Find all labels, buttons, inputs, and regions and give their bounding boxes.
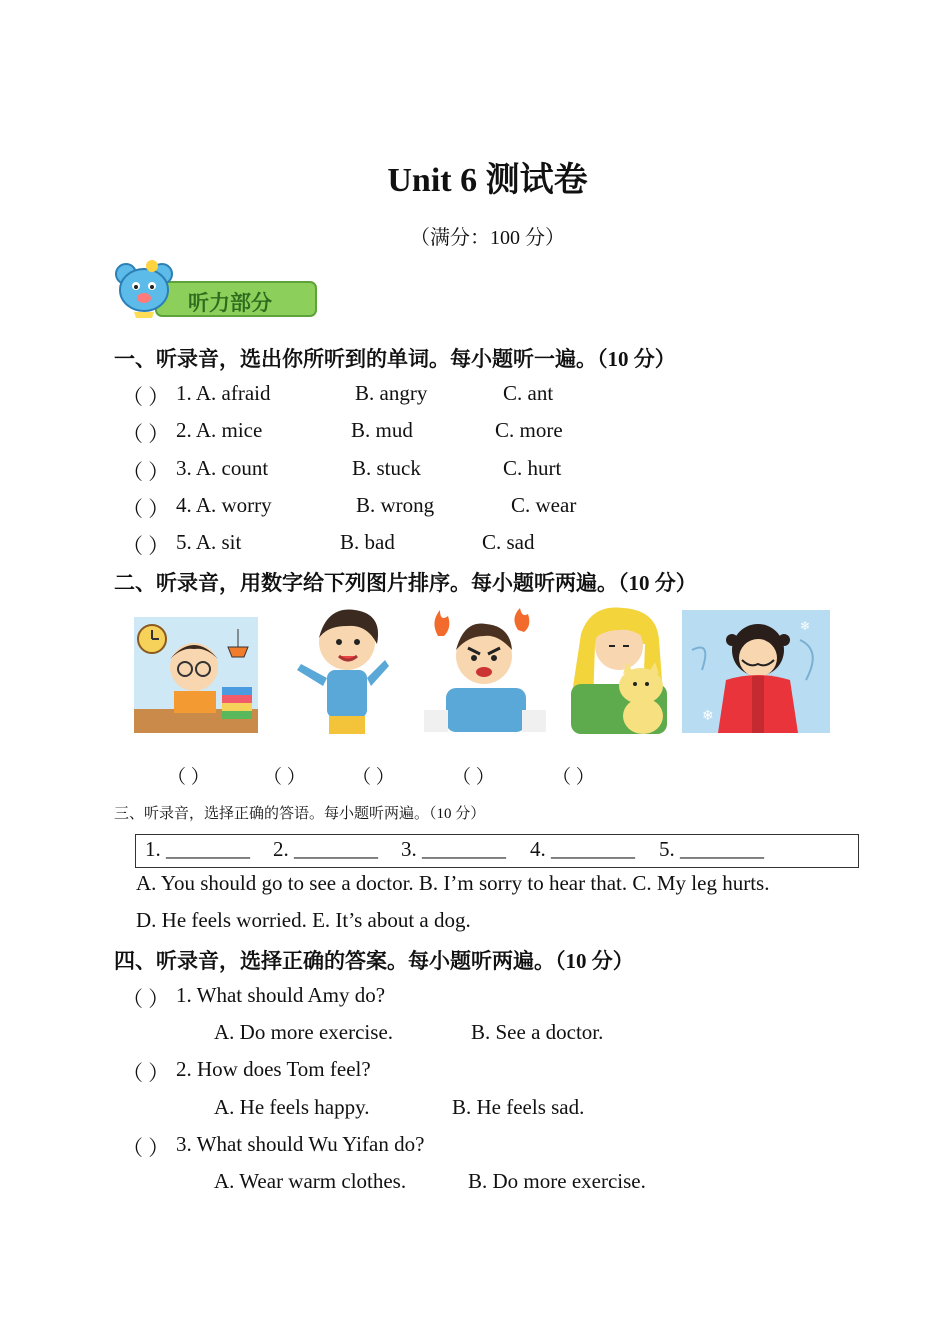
answer-blank-4: 4. ________ [530,837,635,861]
q2-option-a: 2. A. mice [176,418,263,442]
picture-girl-cold [682,610,830,738]
picture-boy-studying [134,617,258,738]
q5-option-c: C. sad [482,530,535,554]
q5-option-a: 5. A. sit [176,530,242,554]
page-title: Unit 6 测试卷 [387,162,588,199]
answer-blank-1: 1. ________ [145,837,250,861]
q3-option-a: A. Wear warm clothes. [214,1169,407,1193]
q1-option-a: 1. A. afraid [176,381,271,405]
q4-option-c: C. wear [511,493,577,517]
section3-options-line2: D. He feels worried. E. It’s about a dog. [136,908,471,932]
answer-paren: （ ） [122,534,170,558]
section1-heading: 一、听录音，选出你所听到的单词。每小题听一遍。（10 分） [114,347,676,371]
q2-option-b: B. mud [351,418,413,442]
q4-option-a: 4. A. worry [176,493,272,517]
q1-option-a: A. Do more exercise. [214,1020,394,1044]
q2-question: 2. How does Tom feel? [176,1057,371,1081]
q1-question: 1. What should Amy do? [176,983,386,1007]
picture-answer-blank: （ ） [552,767,595,788]
answer-paren: （ ） [122,385,170,409]
section3-heading: 三、听录音，选择正确的答语。每小题听两遍。（10 分） [114,806,486,822]
q3-question: 3. What should Wu Yifan do? [176,1132,425,1156]
answer-paren: （ ） [122,1061,170,1085]
answer-blank-3: 3. ________ [401,837,506,861]
picture-answer-blank: （ ） [167,767,210,788]
q5-option-b: B. bad [340,530,395,554]
picture-answer-blank: （ ） [352,767,395,788]
q3-option-b: B. stuck [352,456,421,480]
section3-answer-box [135,834,859,868]
q1-option-b: B. angry [355,381,428,405]
answer-blank-2: 2. ________ [273,837,378,861]
score-subtitle: （满分：100 分） [410,227,565,249]
answer-paren: （ ） [122,987,170,1011]
picture-girl-with-cat [561,604,677,739]
section4-heading: 四、听录音，选择正确的答案。每小题听两遍。（10 分） [114,949,634,973]
picture-boy-stretching [293,604,389,739]
answer-paren: （ ） [122,1136,170,1160]
q2-option-a: A. He feels happy. [214,1095,370,1119]
q2-option-c: C. more [495,418,563,442]
banner-label: 听力部分 [188,291,272,315]
answer-paren: （ ） [122,422,170,446]
picture-answer-blank: （ ） [263,767,306,788]
q4-option-b: B. wrong [356,493,435,517]
svg-text:❄: ❄ [702,709,714,724]
q3-option-a: 3. A. count [176,456,269,480]
answer-paren: （ ） [122,497,170,521]
q2-option-b: B. He feels sad. [452,1095,585,1119]
q1-option-c: C. ant [503,381,554,405]
answer-blank-5: 5. ________ [659,837,764,861]
picture-boy-angry [424,606,546,737]
section2-heading: 二、听录音，用数字给下列图片排序。每小题听两遍。（10 分） [114,571,697,595]
q1-option-b: B. See a doctor. [471,1020,604,1044]
svg-text:❄: ❄ [800,619,811,633]
q3-option-b: B. Do more exercise. [468,1169,646,1193]
section3-options-line1: A. You should go to see a doctor. B. I’m sorry to hear that. C. My leg hurts. [136,871,770,895]
picture-answer-blank: （ ） [452,767,495,788]
answer-paren: （ ） [122,460,170,484]
q3-option-c: C. hurt [503,456,562,480]
